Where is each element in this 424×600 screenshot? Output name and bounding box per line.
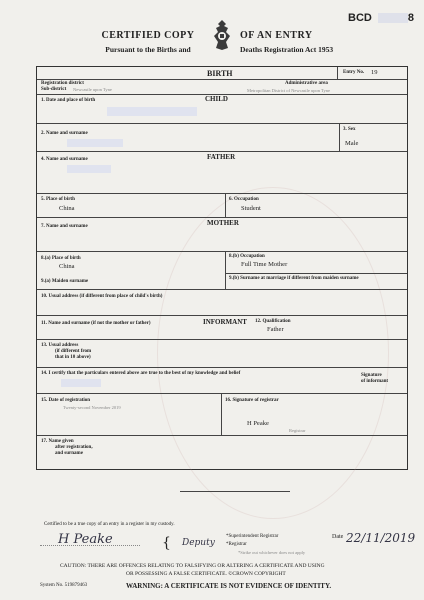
field-1-label: 1. Date and place of birth — [41, 98, 96, 103]
father-name-redaction — [67, 165, 111, 173]
admin-area-value: Metropolitan District of Newcastle upon Tyne — [247, 88, 330, 93]
father-birthplace-value: China — [59, 205, 75, 212]
identity-warning: WARNING: A CERTIFICATE IS NOT EVIDENCE OF IDENTITY. — [126, 582, 332, 590]
certifier-signature: H Peake — [58, 532, 113, 547]
field-8b-label: 8.(b) Occupation — [229, 254, 265, 259]
strike-out-note: *Strike out whichever does not apply — [238, 550, 306, 555]
field-2-label: 2. Name and surname — [41, 131, 88, 136]
field-16-label: 16. Signature of registrar — [225, 398, 279, 403]
reg-district-label: Registration district — [41, 81, 84, 86]
act-name-text: Deaths Registration Act 1953 — [240, 45, 334, 54]
date-label: Date — [332, 534, 344, 540]
field-11-label: 11. Name and surname (if not the mother or father) — [41, 321, 151, 326]
sub-district-value: Newcastle upon Tyne — [73, 87, 112, 92]
header-right — [240, 30, 370, 54]
mother-heading: MOTHER — [207, 219, 239, 227]
field-8a-label: 8.(a) Place of birth — [41, 256, 81, 261]
field-7-label: 7. Name and surname — [41, 224, 88, 229]
footer-divider — [180, 491, 290, 492]
child-heading: CHILD — [205, 95, 228, 103]
royal-crest-icon — [208, 18, 236, 52]
registrar-option: *Registrar — [226, 542, 247, 547]
watermark-seal — [157, 187, 389, 519]
field-9b-label: 9.(b) Surname at marriage if different from maiden surname — [229, 276, 359, 281]
field-17-label: 17. Name given — [41, 439, 74, 444]
field-13-label-3: that in 10 above) — [55, 355, 91, 360]
father-occupation-value: Student — [241, 205, 261, 212]
serial-redaction — [378, 13, 408, 23]
sub-district-label: Sub-district — [41, 87, 67, 92]
field-3-label: 3. Sex — [343, 127, 356, 132]
field-6-label: 6. Occupation — [229, 197, 259, 202]
signature-informant-label: Signature — [361, 373, 382, 378]
field-10-label: 10. Usual address (if different from place of child's birth) — [41, 294, 163, 299]
father-heading: FATHER — [207, 153, 236, 161]
child-name-redaction — [67, 139, 123, 147]
serial-suffix: 8 — [407, 12, 415, 24]
informant-signature-redaction — [61, 379, 101, 387]
date-place-redaction — [107, 107, 197, 116]
serial-number — [348, 12, 414, 24]
mother-birthplace-value: China — [59, 263, 75, 270]
caution-line-1: CAUTION: THERE ARE OFFENCES RELATING TO FALSIFYING OR ALTERING A CERTIFICATE AND USING — [60, 563, 325, 569]
caution-line-2: OR POSSESSING A FALSE CERTIFICATE. ©CROWN COPYRIGHT — [126, 571, 286, 577]
field-17-label-3: and surname — [55, 451, 83, 456]
bracket-mark: { — [162, 535, 171, 551]
field-4-label: 4. Name and surname — [41, 157, 88, 162]
field-13-label-2: (if different from — [55, 349, 92, 354]
field-14-label: 14. I certify that the particulars entered above are true to the best of my knowledge and belief — [41, 371, 241, 376]
sex-value: Male — [345, 140, 359, 147]
field-13-label: 13. Usual address — [41, 343, 79, 348]
registration-date-value: Twenty-second November 2019 — [63, 405, 121, 410]
entry-no-label: Entry No. — [343, 70, 365, 75]
registrar-suffix: Registrar — [289, 428, 306, 433]
field-15-label: 15. Date of registration — [41, 398, 91, 403]
field-12-label: 12. Qualification — [255, 319, 291, 324]
informant-heading: INFORMANT — [203, 318, 247, 326]
serial-prefix: BCD — [348, 12, 372, 24]
deputy-annotation: Deputy — [182, 538, 215, 548]
entry-no-value: 19 — [371, 69, 378, 76]
certification-date: 22/11/2019 — [346, 531, 416, 545]
qualification-value: Father — [267, 326, 284, 333]
superintendent-option: *Superintendent Registrar — [226, 534, 279, 539]
system-number: System No. 519879463 — [40, 583, 88, 588]
signature-line — [40, 545, 140, 546]
registrar-signature-value: H Peake — [247, 420, 269, 427]
header-left — [88, 30, 208, 54]
certified-statement: Certified to be a true copy of an entry in a register in my custody. — [44, 522, 175, 527]
field-5-label: 5. Place of birth — [41, 197, 75, 202]
act-pursuant-text: Pursuant to the Births and — [105, 45, 191, 54]
admin-area-label: Administrative area — [285, 81, 328, 86]
entry-title: OF AN ENTRY — [240, 30, 313, 41]
signature-informant-label-2: of informant — [361, 379, 389, 384]
field-17-label-2: after registration, — [55, 445, 93, 450]
form-title: BIRTH — [207, 69, 233, 78]
birth-entry-form — [36, 66, 408, 470]
field-9a-label: 9.(a) Maiden surname — [41, 279, 89, 284]
certified-copy-title: CERTIFIED COPY — [101, 30, 195, 41]
mother-occupation-value: Full Time Mother — [241, 261, 288, 268]
